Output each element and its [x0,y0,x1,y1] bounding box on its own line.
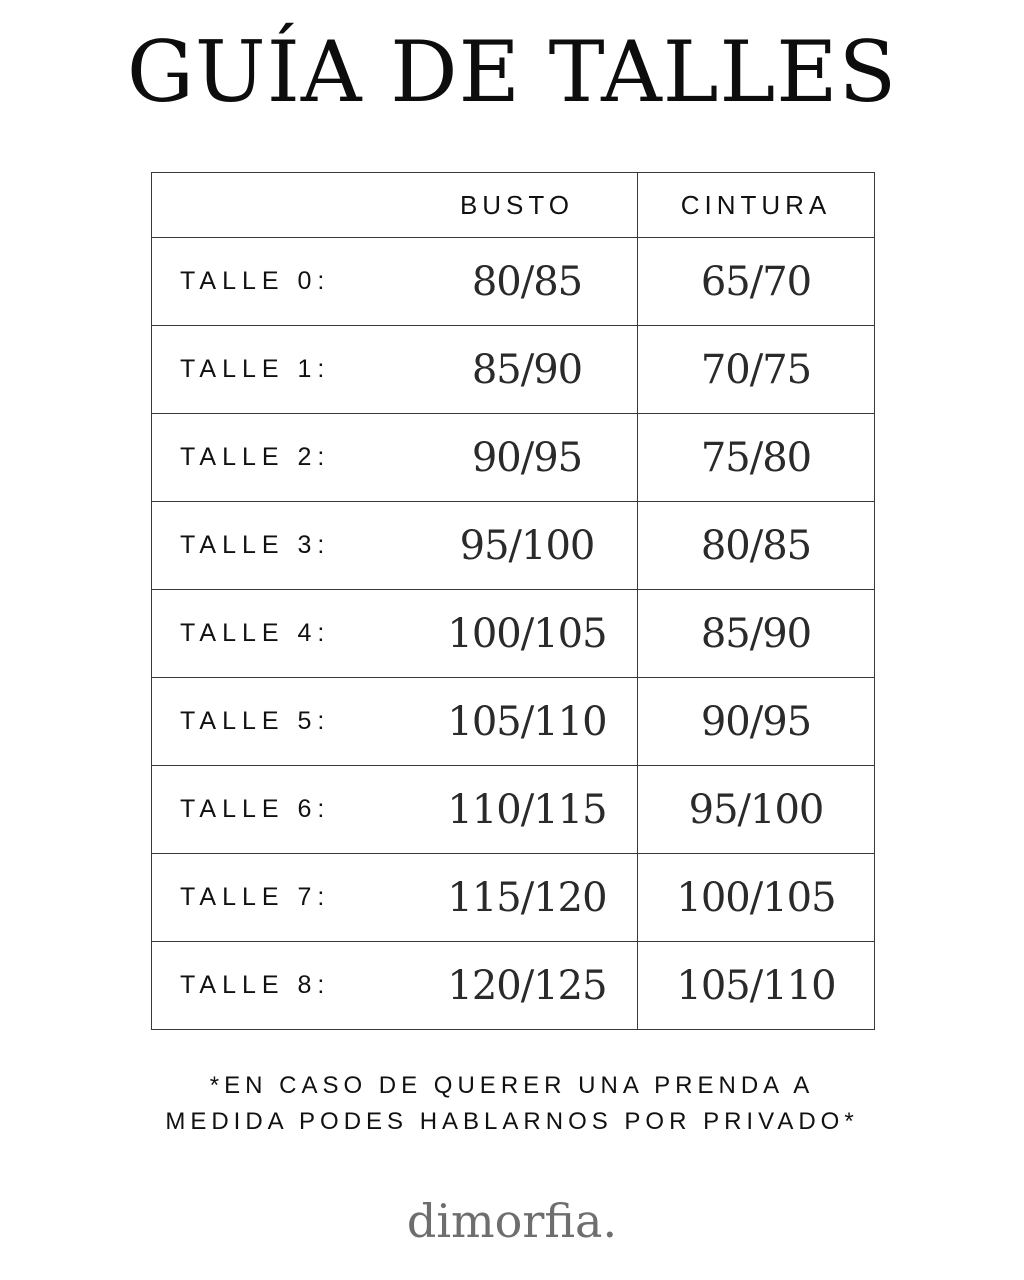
size-label: TALLE 0: [180,267,331,295]
size-label: TALLE 7: [180,883,331,911]
row-left-cell [152,502,638,590]
custom-order-note [0,1068,1024,1140]
size-label: TALLE 8: [180,971,331,999]
row-left-cell [152,238,638,326]
table-row [152,766,875,854]
size-label: TALLE 3: [180,531,331,559]
size-table [151,172,875,1030]
row-left-cell [152,678,638,766]
busto-value: 115/120 [447,874,607,921]
row-left-cell [152,326,638,414]
header-left-cell [152,173,638,238]
busto-value: 95/100 [459,522,595,569]
table-header-row [152,173,875,238]
page-title: GUÍA DE TALLES [126,23,898,121]
row-left-cell [152,942,638,1030]
size-label: TALLE 5: [180,707,331,735]
size-label: TALLE 4: [180,619,331,647]
table-row [152,414,875,502]
busto-value: 105/110 [447,698,607,745]
table-row [152,502,875,590]
cintura-value: 95/100 [638,766,875,854]
note-line-1: *EN CASO DE QUERER UNA PRENDA A [209,1072,815,1099]
row-left-cell [152,414,638,502]
table-row [152,678,875,766]
table-row [152,590,875,678]
cintura-value: 90/95 [638,678,875,766]
busto-value: 120/125 [447,962,607,1009]
busto-value: 85/90 [471,346,583,393]
busto-value: 110/115 [447,786,607,833]
note-line-2: MEDIDA PODES HABLARNOS POR PRIVADO* [165,1108,859,1135]
busto-value: 90/95 [471,434,583,481]
cintura-value: 70/75 [638,326,875,414]
cintura-value: 80/85 [638,502,875,590]
busto-value: 100/105 [447,610,607,657]
cintura-value: 100/105 [638,854,875,942]
table-row [152,238,875,326]
cintura-value: 75/80 [638,414,875,502]
row-left-cell [152,766,638,854]
cintura-value: 105/110 [638,942,875,1030]
brand-logo: dimorfia. [406,1194,618,1248]
size-label: TALLE 6: [180,795,331,823]
row-left-cell [152,854,638,942]
table-row [152,854,875,942]
cintura-value: 65/70 [638,238,875,326]
busto-value: 80/85 [471,258,583,305]
table-row [152,942,875,1030]
busto-header: BUSTO [459,189,575,220]
cintura-value: 85/90 [638,590,875,678]
row-left-cell [152,590,638,678]
cintura-header: CINTURA [638,173,875,238]
size-label: TALLE 1: [180,355,331,383]
size-label: TALLE 2: [180,443,331,471]
table-row [152,326,875,414]
